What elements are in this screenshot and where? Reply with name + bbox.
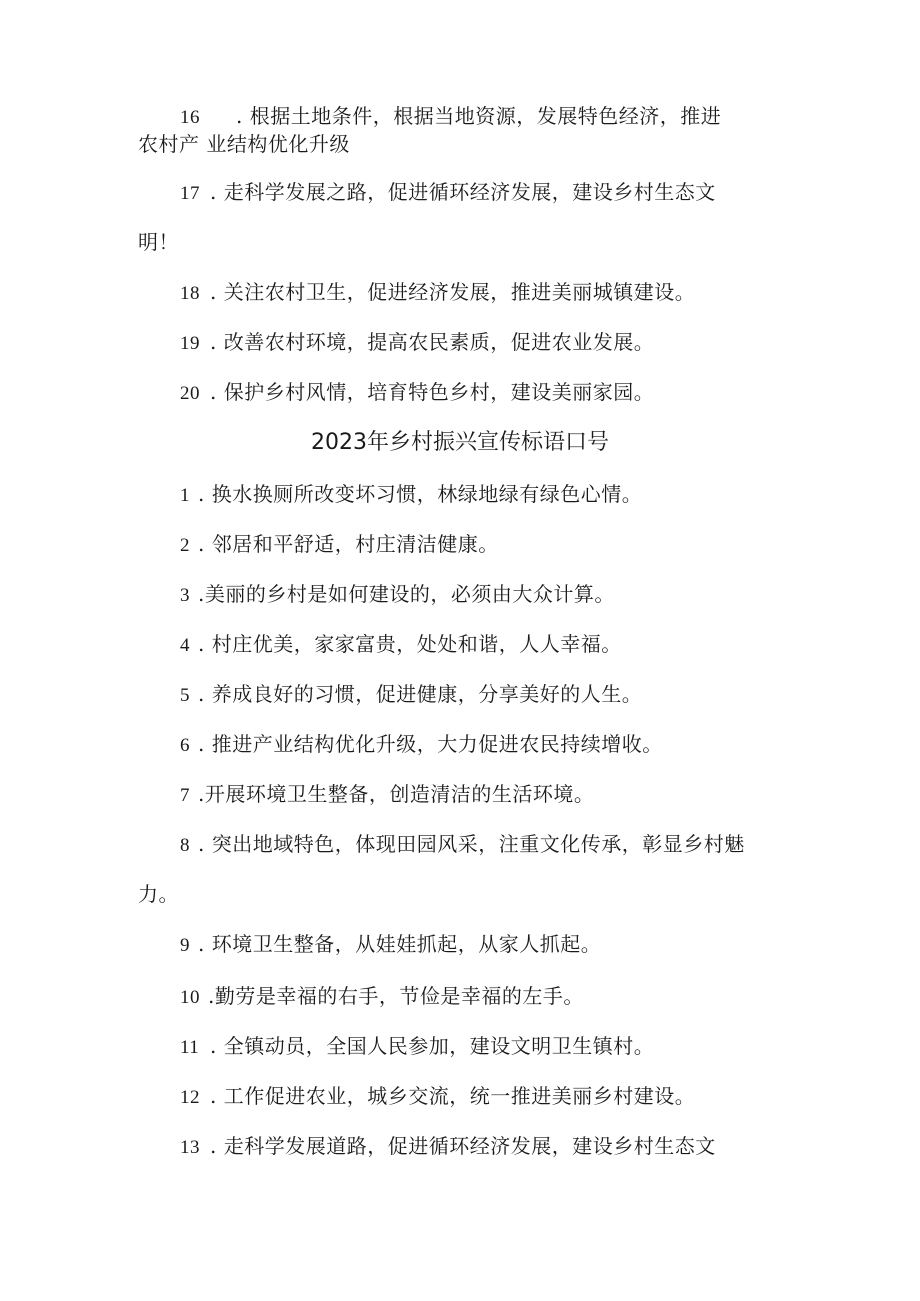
item-text: . 养成良好的习惯，促进健康，分享美好的人生。 <box>198 682 643 706</box>
slogan-17 <box>180 180 716 206</box>
item-text: . 邻居和平舒适，村庄清洁健康。 <box>198 532 499 556</box>
slogan-4 <box>180 632 622 658</box>
item-number: 11 <box>180 1037 200 1058</box>
item-text: . 根据土地条件，根据当地资源，发展特色经济，推进 <box>236 104 722 128</box>
slogan-19 <box>180 330 654 356</box>
item-number: 5 <box>180 685 190 706</box>
slogan-16 <box>180 104 721 130</box>
item-text: . 突出地域特色，体现田园风采，注重文化传承，彰显乡村魅 <box>198 832 745 856</box>
item-number: 12 <box>180 1087 200 1108</box>
slogan-8 <box>180 832 745 858</box>
item-text: . 全镇动员，全国人民参加，建设文明卫生镇村。 <box>210 1034 655 1058</box>
item-text: . 环境卫生整备，从娃娃抓起，从家人抓起。 <box>198 932 602 956</box>
item-text: . 关注农村卫生，促进经济发展，推进美丽城镇建设。 <box>210 280 696 304</box>
item-number: 10 <box>180 987 200 1008</box>
item-number: 20 <box>180 383 200 404</box>
item-text: . 改善农村环境，提高农民素质，促进农业发展。 <box>210 330 655 354</box>
slogan-7 <box>180 782 594 808</box>
item-number: 9 <box>180 935 190 956</box>
item-text: . 推进产业结构优化升级，大力促进农民持续增收。 <box>198 732 663 756</box>
item-number: 18 <box>180 283 200 304</box>
item-text: . 村庄优美，家家富贵，处处和谐，人人幸福。 <box>198 632 622 656</box>
item-text: .勤劳是幸福的右手，节俭是幸福的左手。 <box>208 984 584 1008</box>
slogan-6 <box>180 732 663 758</box>
slogan-18 <box>180 280 695 306</box>
slogan-12 <box>180 1084 695 1110</box>
item-text: .美丽的乡村是如何建设的，必须由大众计算。 <box>198 582 615 606</box>
item-text: .开展环境卫生整备，创造清洁的生活环境。 <box>198 782 595 806</box>
slogan-11 <box>180 1034 654 1060</box>
slogan-17-continued: 明！ <box>138 230 179 254</box>
item-text: . 走科学发展之路，促进循环经济发展，建设乡村生态文 <box>210 180 716 204</box>
slogan-5 <box>180 682 642 708</box>
item-number: 6 <box>180 735 190 756</box>
slogan-1 <box>180 482 642 508</box>
slogan-8-continued: 力。 <box>138 882 179 906</box>
item-number: 16 <box>180 107 200 128</box>
slogan-13 <box>180 1134 716 1160</box>
item-text: . 工作促进农业，城乡交流，统一推进美丽乡村建设。 <box>210 1084 696 1108</box>
slogan-10 <box>180 984 584 1010</box>
item-number: 8 <box>180 835 190 856</box>
item-number: 13 <box>180 1137 200 1158</box>
slogan-20 <box>180 380 654 406</box>
item-number: 17 <box>180 183 200 204</box>
item-text: . 保护乡村风情，培育特色乡村，建设美丽家园。 <box>210 380 655 404</box>
item-number: 19 <box>180 333 200 354</box>
slogan-16-continued: 农村产 业结构优化升级 <box>138 132 350 156</box>
slogan-9 <box>180 932 601 958</box>
slogan-2 <box>180 532 499 558</box>
item-number: 3 <box>180 585 190 606</box>
item-number: 4 <box>180 635 190 656</box>
section-title: 2023年乡村振兴宣传标语口号 <box>311 430 609 455</box>
item-number: 1 <box>180 485 190 506</box>
item-number: 7 <box>180 785 190 806</box>
item-number: 2 <box>180 535 190 556</box>
item-text: . 走科学发展道路，促进循环经济发展，建设乡村生态文 <box>210 1134 716 1158</box>
item-text: . 换水换厕所改变坏习惯，林绿地绿有绿色心情。 <box>198 482 643 506</box>
slogan-3 <box>180 582 615 608</box>
